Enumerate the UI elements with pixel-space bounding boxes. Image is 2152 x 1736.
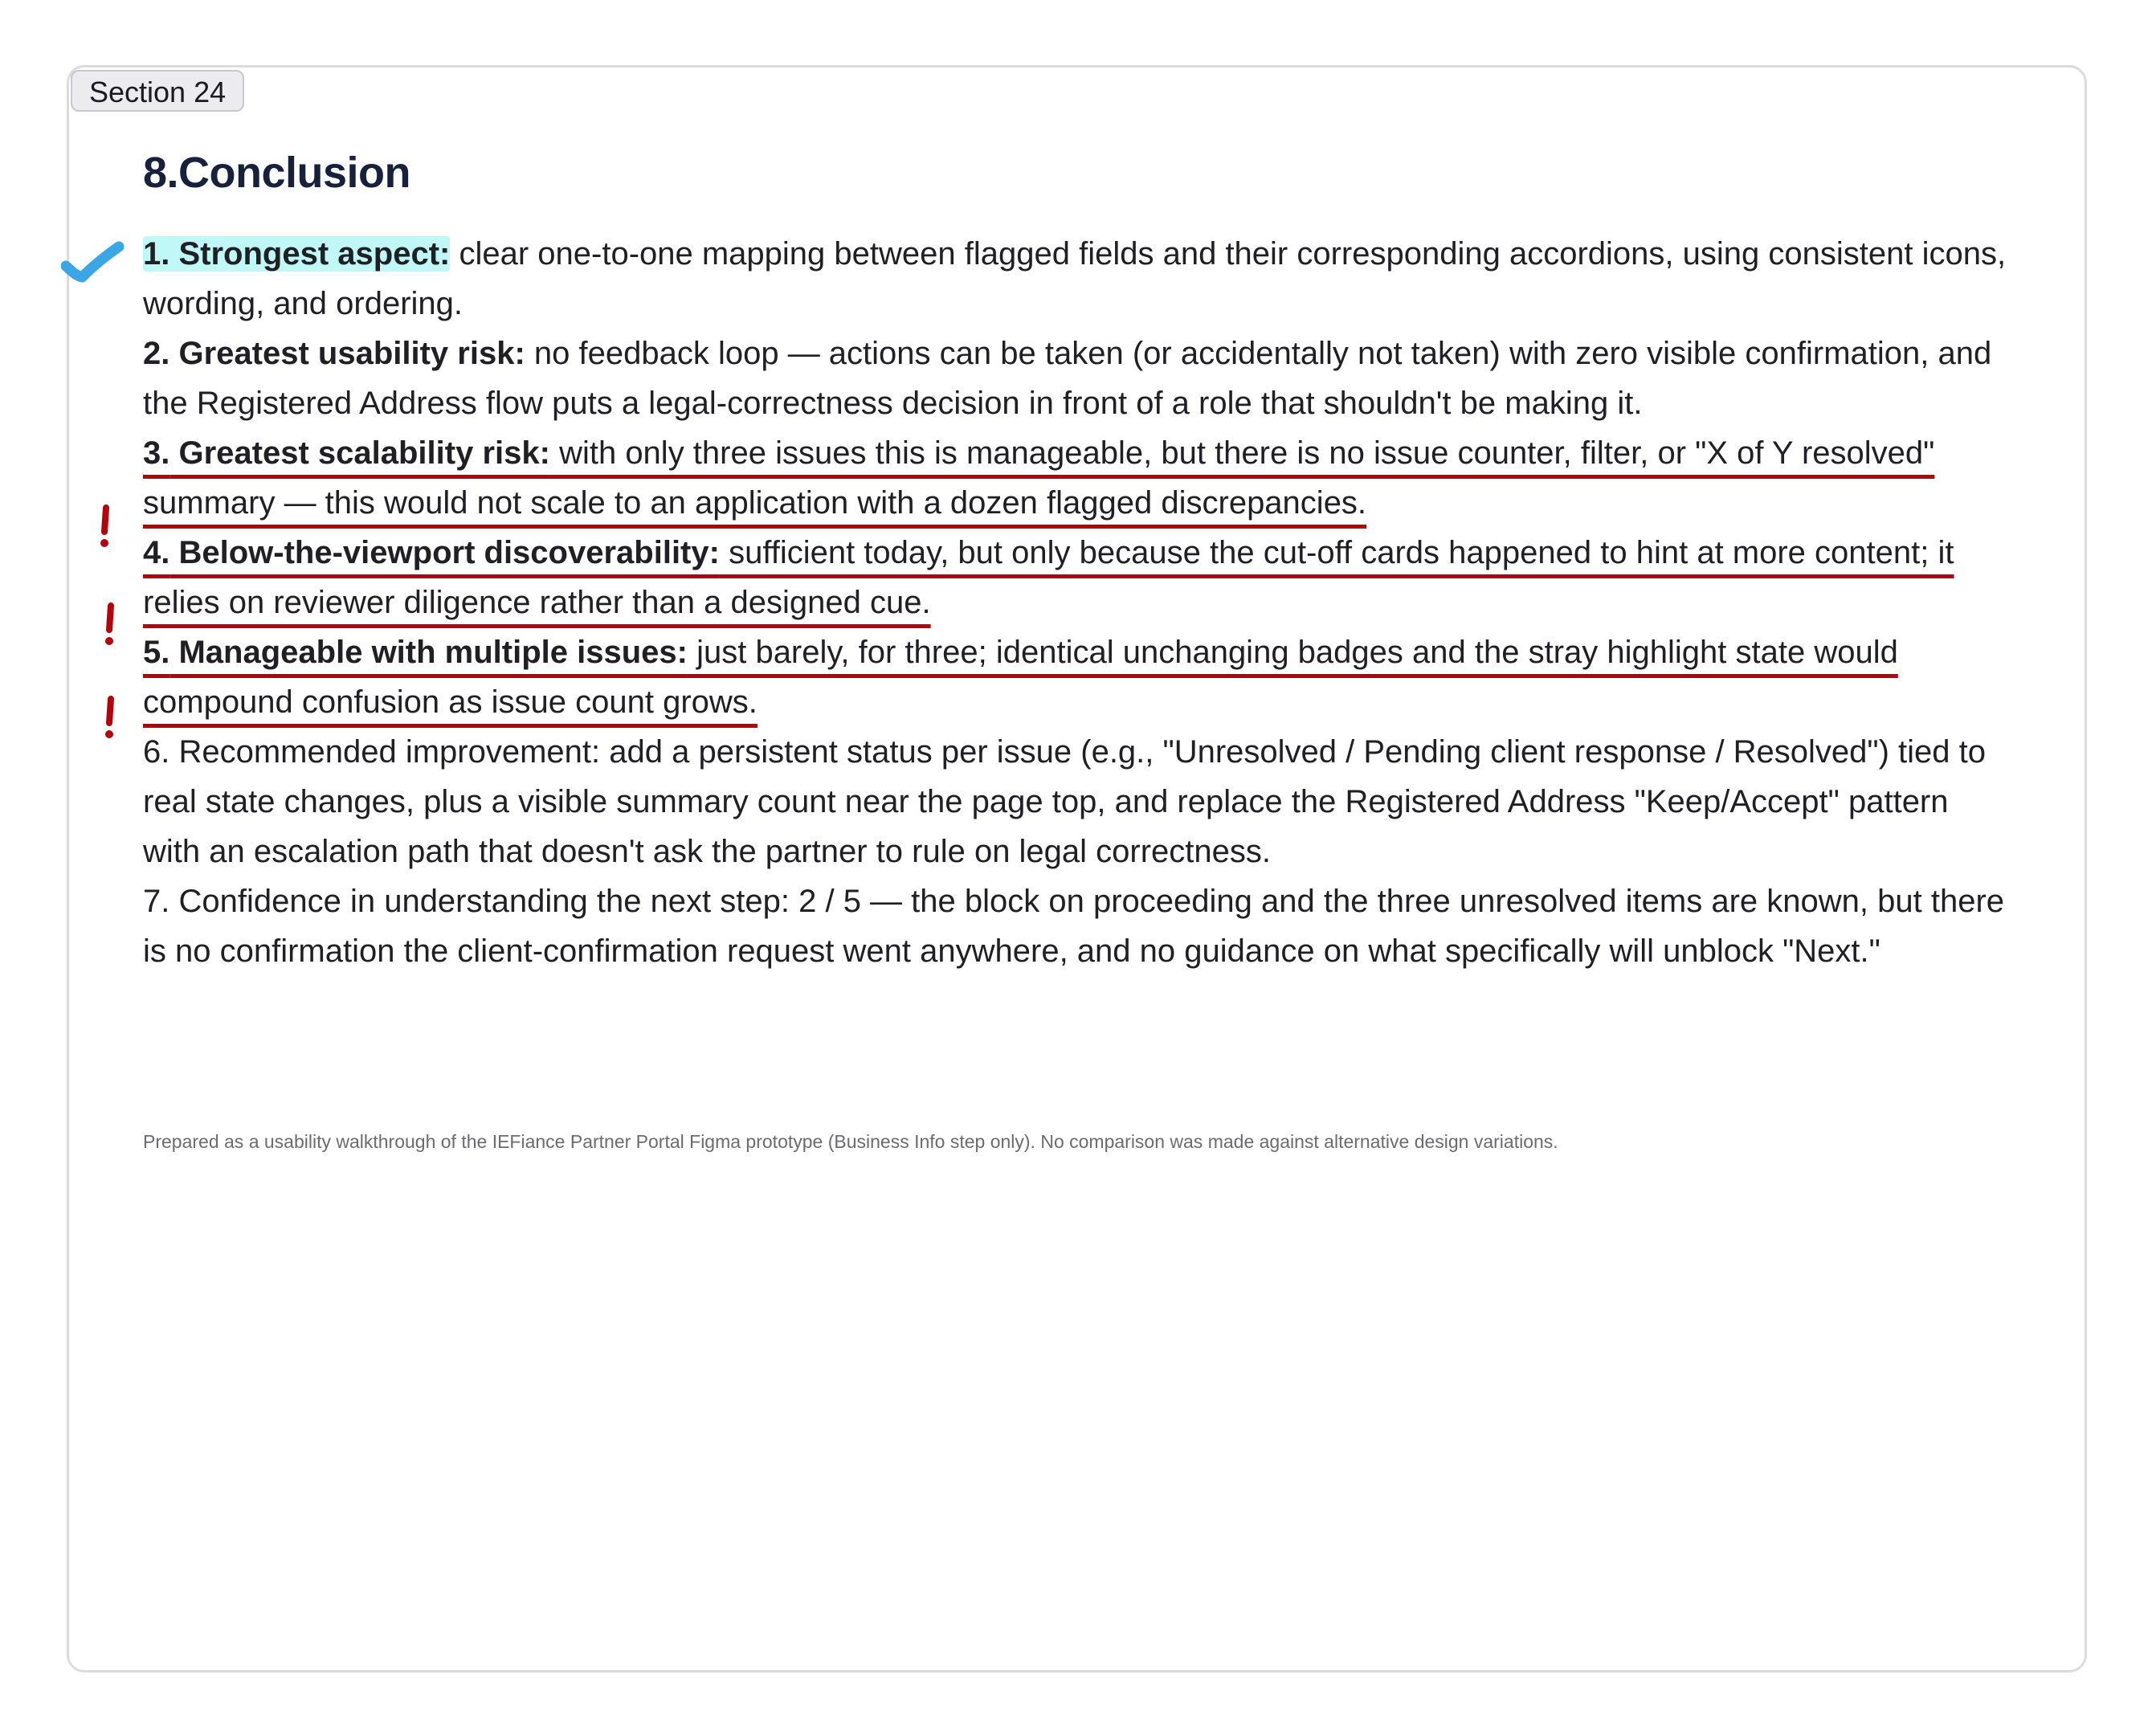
exclamation-icon [95,504,119,553]
item-number: 4. [143,535,170,570]
item-heading: Strongest aspect: [178,236,451,272]
item-heading: Manageable with multiple issues: [178,635,688,670]
list-item-discoverability [143,528,2007,627]
item-number: 5. [143,635,170,670]
highlighted-heading [143,236,450,272]
list-item-strongest-aspect [143,229,2007,329]
item-heading: Below-the-viewport discoverability: [178,535,720,570]
list-item-confidence: 7. Confidence in understanding the next step: 2 / 5 — the block on proceeding and the three unresolved items are known, but there is no confirmation the client-confirmation request went anywhere, and no guidance on what specifically will unblock "Next." [143,884,2005,969]
item-text: no feedback loop — actions can be taken (or accidentally not taken) with zero visible confirmation, and the Registered Address flow puts a legal-correctness decision in front of a role that shouldn't be making it. [143,336,1992,421]
item-text: clear one-to-one mapping between flagged fields and their corresponding accordions, using consistent icons, wording, and ordering. [143,236,2007,321]
section-tab[interactable]: Section 24 [71,70,244,112]
list-item-usability-risk [143,329,2007,428]
conclusion-list [143,229,2007,976]
item-text: sufficient today, but only because the cut-off cards happened to hint at more content; it relies on reviewer diligence rather than a designed cue. [143,535,1954,620]
list-item-multiple-issues [143,627,2007,727]
item-text: with only three issues this is manageable, but there is no issue counter, filter, or "X of Y resolved" summary — this would not scale to an application with a dozen flagged discrepancies. [143,435,1935,521]
footnote: Prepared as a usability walkthrough of the IEFiance Partner Portal Figma prototype (Business Info step only). No comparison was made against alternative design variations. [143,1131,1558,1152]
page-title: 8.Conclusion [143,149,411,197]
item-number: 1. [143,236,170,272]
item-heading: Greatest scalability risk: [178,435,550,471]
item-text: just barely, for three; identical unchanging badges and the stray highlight state would compound confusion as issue count grows. [143,635,1898,720]
list-item-scalability-risk [143,428,2007,528]
item-number: 3. [143,435,170,471]
item-heading: Greatest usability risk: [178,336,525,371]
list-item-recommended-improvement: 6. Recommended improvement: add a persistent status per issue (e.g., "Unresolved / Pending client response / Resolved") tied to real state changes, plus a visible summary count near the page top, and replace the Registered Address "Keep/Accept" pattern with an escalation path that doesn't ask the partner to rule on legal correctness. [143,734,1987,869]
exclamation-icon [100,696,124,744]
exclamation-icon [100,602,124,651]
checkmark-icon [61,237,125,285]
item-number: 2. [143,336,170,371]
